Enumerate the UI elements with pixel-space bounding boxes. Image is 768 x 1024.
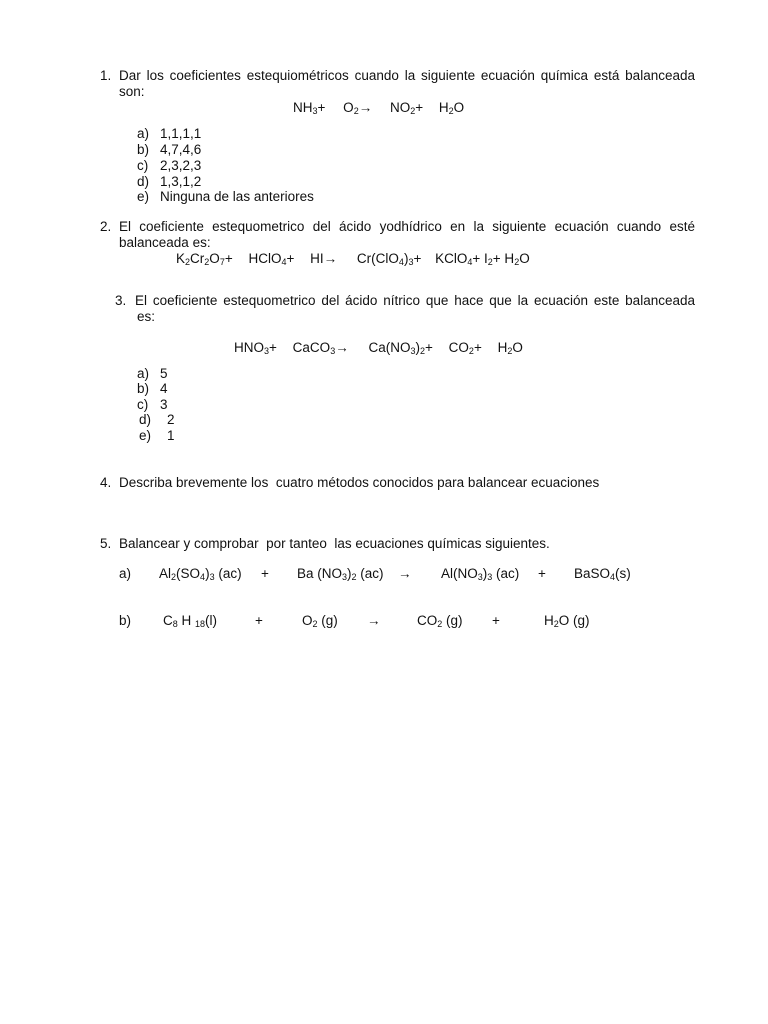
q2-number: 2. [100, 219, 112, 234]
q5b-arrow: → [367, 613, 381, 628]
q3-option-c: c) 3 [137, 397, 168, 412]
q5a-product-1: $Al(NO_3)_3$ (ac) [441, 566, 520, 582]
q1-option-d: d) 1,3,1,2 [137, 174, 202, 189]
q5b-plus-2: + [492, 613, 500, 628]
q3-option-e: e) 1 [139, 428, 175, 443]
q3-equation: $HNO_3+$ CaCO$_3$→ $Ca(NO_3)_2+ CO_2+ H_2O$ [234, 340, 523, 356]
q5-text: Balancear y comprobar por tanteo las ecuaciones químicas siguientes. [119, 536, 550, 551]
q5a-arrow: → [398, 566, 412, 581]
q1-text-line1: Dar los coeficientes estequiométricos cuando la siguiente ecuación química está balanceada [119, 68, 695, 83]
q2-text-line1: El coeficiente estequometrico del ácido yodhídrico en la siguiente ecuación cuando esté [119, 219, 695, 234]
q1-number: 1. [100, 68, 112, 83]
q5-number: 5. [100, 536, 112, 551]
q1-option-b: b) 4,7,4,6 [137, 142, 202, 157]
q1-option-a: a) 1,1,1,1 [137, 126, 202, 141]
q1-option-e: e) Ninguna de las anteriores [137, 189, 314, 204]
q5a-reactant-2: Ba $(NO_3)_2$ (ac) [297, 566, 384, 582]
q5b-reactant-2: $O_2$ (g) [302, 613, 338, 629]
q5a-plus-1: + [261, 566, 269, 581]
q5a-product-2: BaSO$_4$(s) [574, 566, 631, 582]
q5b-reactant-1: $C_8$ H $_{18}$(l) [163, 613, 218, 629]
q5b-product-1: $CO_2$ (g) [417, 613, 463, 629]
q1-option-c: c) 2,3,2,3 [137, 158, 202, 173]
q5b-plus-1: + [255, 613, 263, 628]
q3-text-line2: es: [137, 309, 156, 324]
q2-equation: $K_2Cr_2O_7+$ HClO$_4$+ $HI\to Cr(ClO_4)_3+$ KClO$_4$+ $I_2+ H_2O$ [176, 251, 530, 267]
q1-text-line2: son: [119, 84, 145, 99]
q5a-reactant-1: $Al_2(SO_4)_3$ (ac) [159, 566, 242, 582]
q5b-product-2: $H_2O$ (g) [544, 613, 590, 629]
q3-option-d: d) 2 [139, 412, 175, 427]
q5a-letter: a) [119, 566, 132, 581]
q3-option-b: b) 4 [137, 381, 168, 396]
q1-equation: $NH_3+ O_2\to NO_2+ H_2O$ [293, 100, 465, 116]
q3-number: 3. [115, 293, 127, 308]
q4-text: Describa brevemente los cuatro métodos conocidos para balancear ecuaciones [119, 475, 600, 490]
q5b-letter: b) [119, 613, 132, 628]
q3-text-line1: El coeficiente estequometrico del ácido nítrico que hace que la ecuación este balanceada [135, 293, 695, 308]
q4-number: 4. [100, 475, 112, 490]
q2-text-line2: balanceada es: [119, 235, 211, 250]
q3-option-a: a) 5 [137, 366, 168, 381]
q5a-plus-2: + [538, 566, 546, 581]
